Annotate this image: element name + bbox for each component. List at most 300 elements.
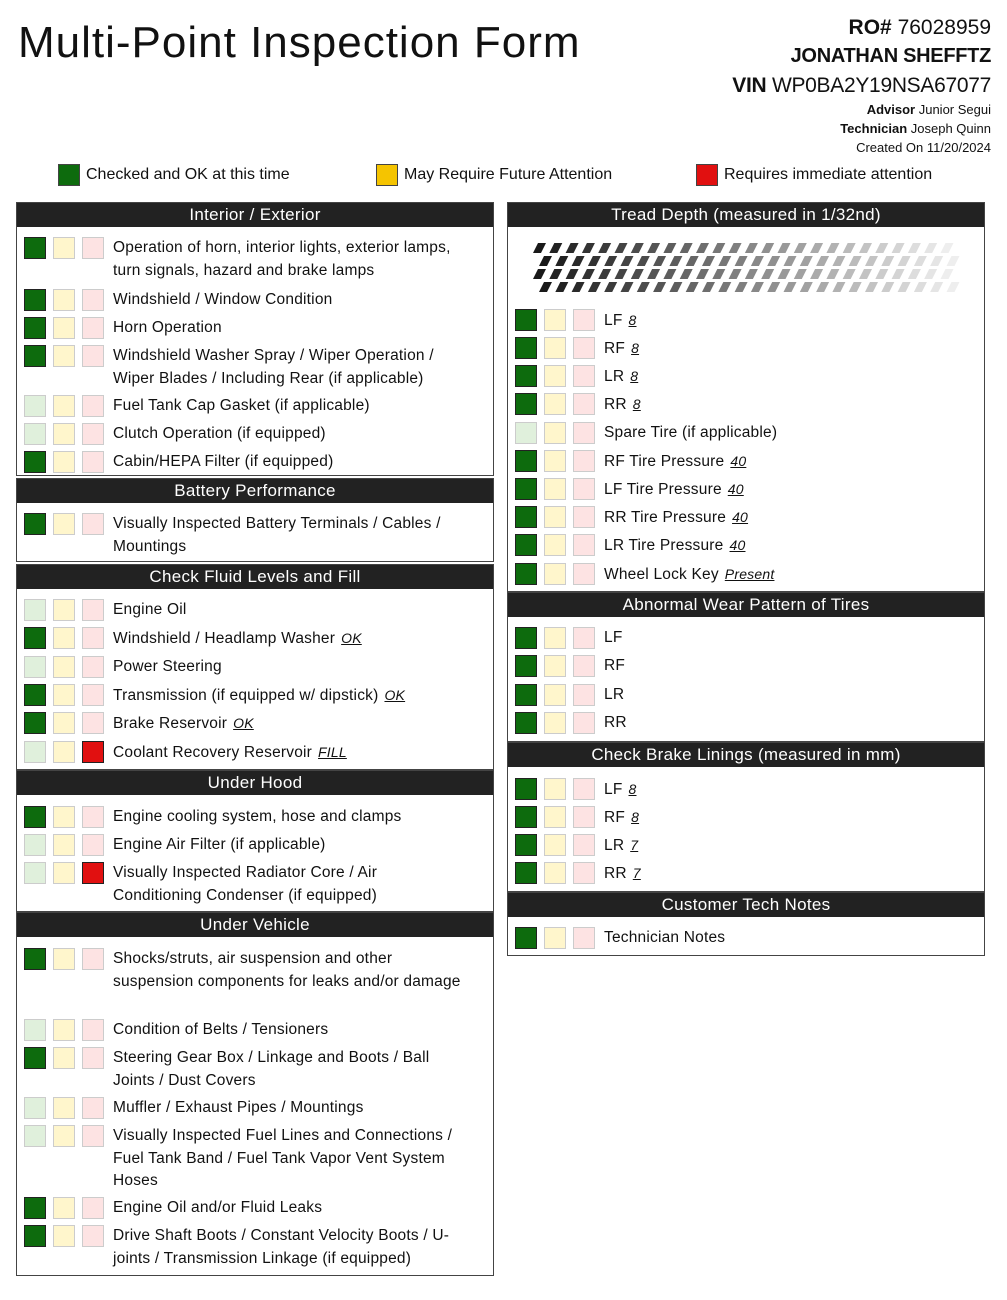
tread-block (539, 256, 552, 266)
ro-line (732, 16, 991, 40)
immediate-checkbox[interactable] (82, 1097, 104, 1119)
item-label: Visually Inspected Radiator Core / Air Conditioning Condenser (if equipped) (113, 864, 378, 904)
item-label: Fuel Tank Cap Gasket (if applicable) (113, 397, 370, 414)
inspection-row (24, 599, 187, 622)
item-value: 40 (730, 453, 747, 469)
tread-block (859, 269, 872, 279)
item-label: RR (604, 865, 627, 882)
tread-block (631, 269, 644, 279)
tread-block (826, 269, 839, 279)
item-label-with-value (604, 365, 638, 389)
tread-block (572, 282, 585, 292)
item-value: OK (233, 715, 254, 731)
immediate-checkbox[interactable] (82, 1225, 104, 1247)
future-checkbox[interactable] (544, 834, 566, 856)
ok-checkbox[interactable] (24, 656, 46, 678)
ok-checkbox[interactable] (24, 741, 46, 763)
tread-block (941, 243, 954, 253)
immediate-checkbox[interactable] (82, 1197, 104, 1219)
ok-checkbox[interactable] (24, 1125, 46, 1147)
immediate-checkbox[interactable] (82, 684, 104, 706)
tread-block (735, 256, 748, 266)
future-checkbox[interactable] (544, 712, 566, 734)
future-checkbox[interactable] (544, 365, 566, 387)
immediate-checkbox[interactable] (82, 627, 104, 649)
future-checkbox[interactable] (53, 1097, 75, 1119)
inspection-row (24, 289, 332, 312)
tread-block (892, 243, 905, 253)
section-battery (16, 478, 494, 562)
ok-checkbox[interactable] (515, 393, 537, 415)
inspection-row (24, 451, 333, 474)
tread-block (566, 243, 579, 253)
tread-block (588, 256, 601, 266)
inspection-row (515, 365, 638, 389)
ok-checkbox[interactable] (24, 513, 46, 535)
item-value: 8 (631, 809, 640, 825)
ok-checkbox[interactable] (24, 862, 46, 884)
ok-checkbox[interactable] (515, 834, 537, 856)
tread-block (767, 282, 780, 292)
immediate-checkbox[interactable] (82, 948, 104, 970)
future-checkbox[interactable] (53, 423, 75, 445)
future-checkbox[interactable] (53, 317, 75, 339)
item-label-with-value (604, 393, 641, 417)
ok-checkbox[interactable] (515, 627, 537, 649)
immediate-checkbox[interactable] (82, 513, 104, 535)
future-checkbox[interactable] (53, 345, 75, 367)
ok-checkbox[interactable] (515, 862, 537, 884)
created-date: 11/20/2024 (926, 140, 991, 155)
item-value: 7 (632, 865, 641, 881)
future-checkbox[interactable] (53, 451, 75, 473)
tread-block (702, 282, 715, 292)
ok-checkbox[interactable] (24, 289, 46, 311)
item-label-with-value (604, 834, 638, 858)
ok-checkbox[interactable] (515, 309, 537, 331)
ok-checkbox[interactable] (24, 317, 46, 339)
future-checkbox[interactable] (544, 563, 566, 585)
item-label: Engine cooling system, hose and clamps (113, 808, 402, 825)
tread-block (881, 282, 894, 292)
future-checkbox[interactable] (53, 684, 75, 706)
item-label: Cabin/HEPA Filter (if equipped) (113, 453, 334, 470)
tread-block (729, 243, 742, 253)
inspection-row (24, 862, 467, 907)
tread-block (604, 282, 617, 292)
ok-swatch-icon (58, 164, 80, 186)
immediate-checkbox[interactable] (82, 1019, 104, 1041)
immediate-checkbox[interactable] (82, 806, 104, 828)
tread-block (653, 256, 666, 266)
item-label: Steering Gear Box / Linkage and Boots / Ball Joints / Dust Covers (113, 1049, 430, 1089)
ok-checkbox[interactable] (515, 478, 537, 500)
status-checkboxes (24, 627, 104, 649)
tread-block (947, 282, 960, 292)
section-fluids (16, 564, 494, 770)
ok-checkbox[interactable] (24, 806, 46, 828)
future-checkbox[interactable] (53, 1125, 75, 1147)
inspection-row (24, 345, 467, 390)
legend-future (376, 164, 612, 186)
tire-tread-gauge-icon (533, 239, 963, 299)
section-header: Under Vehicle (17, 913, 493, 937)
immediate-checkbox[interactable] (82, 862, 104, 884)
ok-checkbox[interactable] (24, 1097, 46, 1119)
item-label: LF (604, 312, 623, 329)
immediate-checkbox[interactable] (82, 289, 104, 311)
item-label: LR (604, 368, 625, 385)
status-checkboxes (24, 806, 104, 828)
inspection-row (24, 1047, 467, 1092)
status-checkboxes (24, 656, 104, 678)
future-checkbox[interactable] (53, 289, 75, 311)
item-label-with-value (604, 806, 639, 830)
immediate-checkbox[interactable] (82, 712, 104, 734)
future-checkbox[interactable] (544, 806, 566, 828)
tread-block (778, 243, 791, 253)
immediate-checkbox[interactable] (573, 534, 595, 556)
item-label-with-value (113, 684, 405, 708)
ok-checkbox[interactable] (24, 395, 46, 417)
immediate-checkbox[interactable] (573, 393, 595, 415)
item-value: 8 (630, 368, 639, 384)
item-label: LR Tire Pressure (604, 537, 724, 554)
tread-block (930, 256, 943, 266)
immediate-checkbox[interactable] (573, 778, 595, 800)
immediate-checkbox[interactable] (573, 422, 595, 444)
future-checkbox[interactable] (544, 450, 566, 472)
item-label: Engine Oil and/or Fluid Leaks (113, 1199, 323, 1216)
future-checkbox[interactable] (53, 513, 75, 535)
item-label: Power Steering (113, 658, 222, 675)
tread-block (680, 269, 693, 279)
future-checkbox[interactable] (544, 337, 566, 359)
status-legend (58, 164, 958, 190)
tread-block (588, 282, 601, 292)
immediate-checkbox[interactable] (573, 627, 595, 649)
item-label: LF Tire Pressure (604, 481, 722, 498)
tread-block (533, 243, 546, 253)
inspection-row (24, 513, 467, 558)
item-label: Condition of Belts / Tensioners (113, 1021, 329, 1038)
tread-block (702, 256, 715, 266)
status-checkboxes (24, 1047, 104, 1069)
tread-block (669, 282, 682, 292)
future-checkbox[interactable] (544, 927, 566, 949)
item-value: 40 (729, 537, 746, 553)
item-value: 8 (628, 781, 637, 797)
status-checkboxes (515, 450, 595, 472)
status-checkboxes (24, 1097, 104, 1119)
immediate-checkbox[interactable] (573, 655, 595, 677)
tread-block (598, 269, 611, 279)
tread-block (859, 243, 872, 253)
ok-checkbox[interactable] (24, 627, 46, 649)
item-label: Drive Shaft Boots / Constant Velocity Boots / U-joints / Transmission Linkage (if equipped) (113, 1227, 450, 1267)
ok-checkbox[interactable] (515, 506, 537, 528)
ok-checkbox[interactable] (515, 365, 537, 387)
item-label-with-value (113, 627, 362, 651)
created-label: Created On (856, 140, 924, 155)
future-checkbox[interactable] (53, 1225, 75, 1247)
status-checkboxes (24, 289, 104, 311)
item-value: FILL (318, 744, 347, 760)
item-label: Engine Air Filter (if applicable) (113, 836, 326, 853)
inspection-row (515, 862, 641, 886)
status-checkboxes (24, 684, 104, 706)
item-label-with-value (604, 563, 774, 587)
tread-block (898, 282, 911, 292)
future-checkbox[interactable] (53, 627, 75, 649)
item-value: OK (341, 630, 362, 646)
tread-block (663, 243, 676, 253)
immediate-checkbox[interactable] (573, 712, 595, 734)
tread-block (875, 243, 888, 253)
tread-block (794, 243, 807, 253)
inspection-row (24, 806, 401, 829)
inspection-row (515, 834, 638, 858)
immediate-checkbox[interactable] (573, 309, 595, 331)
future-checkbox[interactable] (53, 1019, 75, 1041)
ok-checkbox[interactable] (515, 450, 537, 472)
item-label: RF (604, 340, 626, 357)
ok-checkbox[interactable] (24, 237, 46, 259)
inspection-row (515, 627, 623, 650)
immediate-checkbox[interactable] (573, 834, 595, 856)
tread-block (767, 256, 780, 266)
item-value: 40 (732, 509, 749, 525)
tread-block (686, 256, 699, 266)
future-checkbox[interactable] (544, 422, 566, 444)
ok-checkbox[interactable] (515, 927, 537, 949)
future-checkbox[interactable] (53, 237, 75, 259)
status-checkboxes (24, 317, 104, 339)
future-checkbox[interactable] (544, 862, 566, 884)
ok-checkbox[interactable] (24, 1197, 46, 1219)
tread-block (669, 256, 682, 266)
future-checkbox[interactable] (53, 395, 75, 417)
tread-block (930, 282, 943, 292)
ok-checkbox[interactable] (515, 655, 537, 677)
tread-block (566, 269, 579, 279)
item-label-with-value (604, 337, 639, 361)
status-checkboxes (24, 237, 104, 259)
future-checkbox[interactable] (544, 393, 566, 415)
item-value: 8 (632, 396, 641, 412)
item-label-with-value (113, 741, 347, 765)
inspection-row (515, 393, 641, 417)
immediate-checkbox[interactable] (82, 741, 104, 763)
tread-block (898, 256, 911, 266)
immediate-checkbox[interactable] (82, 423, 104, 445)
item-label: Engine Oil (113, 601, 187, 618)
future-checkbox[interactable] (544, 655, 566, 677)
tread-block (555, 256, 568, 266)
inspection-row (24, 1197, 322, 1220)
item-label: Brake Reservoir (113, 715, 228, 732)
immediate-checkbox[interactable] (82, 656, 104, 678)
immediate-checkbox[interactable] (82, 317, 104, 339)
immediate-checkbox[interactable] (573, 806, 595, 828)
ok-checkbox[interactable] (24, 1019, 46, 1041)
ok-checkbox[interactable] (24, 834, 46, 856)
immediate-checkbox[interactable] (82, 834, 104, 856)
immediate-checkbox[interactable] (573, 506, 595, 528)
tread-block (621, 282, 634, 292)
ok-checkbox[interactable] (515, 563, 537, 585)
inspection-row (24, 656, 222, 679)
section-wear (507, 592, 985, 742)
legend-ok (58, 164, 290, 186)
tread-block (696, 269, 709, 279)
immediate-checkbox[interactable] (573, 927, 595, 949)
tread-block (647, 269, 660, 279)
ok-checkbox[interactable] (24, 1047, 46, 1069)
status-checkboxes (515, 806, 595, 828)
ok-checkbox[interactable] (24, 1225, 46, 1247)
status-checkboxes (24, 423, 104, 445)
tread-block (761, 243, 774, 253)
inspection-row (515, 506, 748, 530)
vin-line (732, 74, 991, 98)
future-checkbox[interactable] (544, 778, 566, 800)
section-interior (16, 202, 494, 476)
status-checkboxes (24, 862, 104, 884)
immediate-checkbox[interactable] (82, 451, 104, 473)
tread-block (832, 256, 845, 266)
immediate-checkbox[interactable] (573, 563, 595, 585)
tread-block (914, 282, 927, 292)
tread-block (816, 256, 829, 266)
item-label: Technician Notes (604, 929, 726, 946)
immediate-checkbox[interactable] (82, 1125, 104, 1147)
inspection-row (515, 806, 639, 830)
ok-checkbox[interactable] (515, 778, 537, 800)
ok-checkbox[interactable] (515, 422, 537, 444)
section-notes (507, 892, 985, 956)
future-checkbox[interactable] (53, 834, 75, 856)
tread-block (637, 256, 650, 266)
tread-block (908, 269, 921, 279)
future-checkbox[interactable] (53, 741, 75, 763)
item-label: Muffler / Exhaust Pipes / Mountings (113, 1099, 364, 1116)
status-checkboxes (515, 365, 595, 387)
immediate-checkbox[interactable] (82, 237, 104, 259)
future-checkbox[interactable] (53, 599, 75, 621)
immediate-checkbox[interactable] (573, 450, 595, 472)
immediate-checkbox[interactable] (573, 337, 595, 359)
tread-block (637, 282, 650, 292)
ro-number: 76028959 (897, 16, 991, 39)
inspection-row (515, 478, 744, 502)
section-brakes (507, 742, 985, 892)
tread-block (718, 256, 731, 266)
inspection-row (24, 237, 467, 282)
item-label: RF (604, 657, 626, 674)
status-checkboxes (24, 1225, 104, 1247)
future-checkbox[interactable] (544, 684, 566, 706)
status-checkboxes (515, 627, 595, 649)
customer-name: JONATHAN SHEFFTZ (790, 45, 991, 67)
ok-checkbox[interactable] (24, 684, 46, 706)
future-checkbox[interactable] (544, 478, 566, 500)
tread-block (555, 282, 568, 292)
tread-block (745, 269, 758, 279)
tread-block (680, 243, 693, 253)
tread-block (832, 282, 845, 292)
future-checkbox[interactable] (544, 627, 566, 649)
ok-checkbox[interactable] (24, 345, 46, 367)
advisor-line (732, 102, 991, 117)
item-label: Windshield Washer Spray / Wiper Operation / Wiper Blades / Including Rear (if applicable) (113, 347, 434, 387)
advisor-label: Advisor (866, 102, 916, 117)
status-checkboxes (515, 834, 595, 856)
vin-label: VIN (732, 74, 767, 97)
future-checkbox[interactable] (544, 506, 566, 528)
tread-block (751, 256, 764, 266)
future-checkbox[interactable] (544, 534, 566, 556)
ok-checkbox[interactable] (24, 712, 46, 734)
future-checkbox[interactable] (53, 1197, 75, 1219)
ok-checkbox[interactable] (24, 948, 46, 970)
immediate-checkbox[interactable] (573, 862, 595, 884)
item-value: 8 (631, 340, 640, 356)
ok-checkbox[interactable] (515, 712, 537, 734)
future-checkbox[interactable] (53, 862, 75, 884)
immediate-checkbox[interactable] (573, 478, 595, 500)
item-label: Operation of horn, interior lights, exterior lamps, turn signals, hazard and brake lamps (113, 239, 451, 279)
immediate-checkbox[interactable] (82, 1047, 104, 1069)
future-checkbox[interactable] (544, 309, 566, 331)
item-value: OK (384, 687, 406, 703)
tread-block (696, 243, 709, 253)
tread-block (647, 243, 660, 253)
inspection-row (24, 1097, 364, 1120)
immediate-checkbox[interactable] (82, 395, 104, 417)
item-value: Present (724, 566, 775, 582)
future-checkbox[interactable] (53, 948, 75, 970)
item-label: Spare Tire (if applicable) (604, 424, 778, 441)
ok-checkbox[interactable] (515, 806, 537, 828)
immediate-checkbox[interactable] (82, 345, 104, 367)
item-label-with-value (604, 778, 637, 802)
future-swatch-icon (376, 164, 398, 186)
immediate-checkbox[interactable] (573, 684, 595, 706)
ok-checkbox[interactable] (24, 599, 46, 621)
inspection-row (515, 655, 625, 678)
ok-checkbox[interactable] (515, 684, 537, 706)
inspection-row (24, 712, 254, 736)
future-checkbox[interactable] (53, 712, 75, 734)
tread-block (794, 269, 807, 279)
tread-block (686, 282, 699, 292)
future-checkbox[interactable] (53, 656, 75, 678)
technician-label: Technician (840, 121, 908, 136)
immediate-checkbox[interactable] (573, 365, 595, 387)
ok-checkbox[interactable] (515, 534, 537, 556)
item-label: LR (604, 837, 625, 854)
future-checkbox[interactable] (53, 806, 75, 828)
future-checkbox[interactable] (53, 1047, 75, 1069)
inspection-row (515, 927, 725, 950)
ok-checkbox[interactable] (24, 451, 46, 473)
immediate-checkbox[interactable] (82, 599, 104, 621)
ok-checkbox[interactable] (24, 423, 46, 445)
tread-block (843, 269, 856, 279)
item-label: RR (604, 714, 627, 731)
ok-checkbox[interactable] (515, 337, 537, 359)
